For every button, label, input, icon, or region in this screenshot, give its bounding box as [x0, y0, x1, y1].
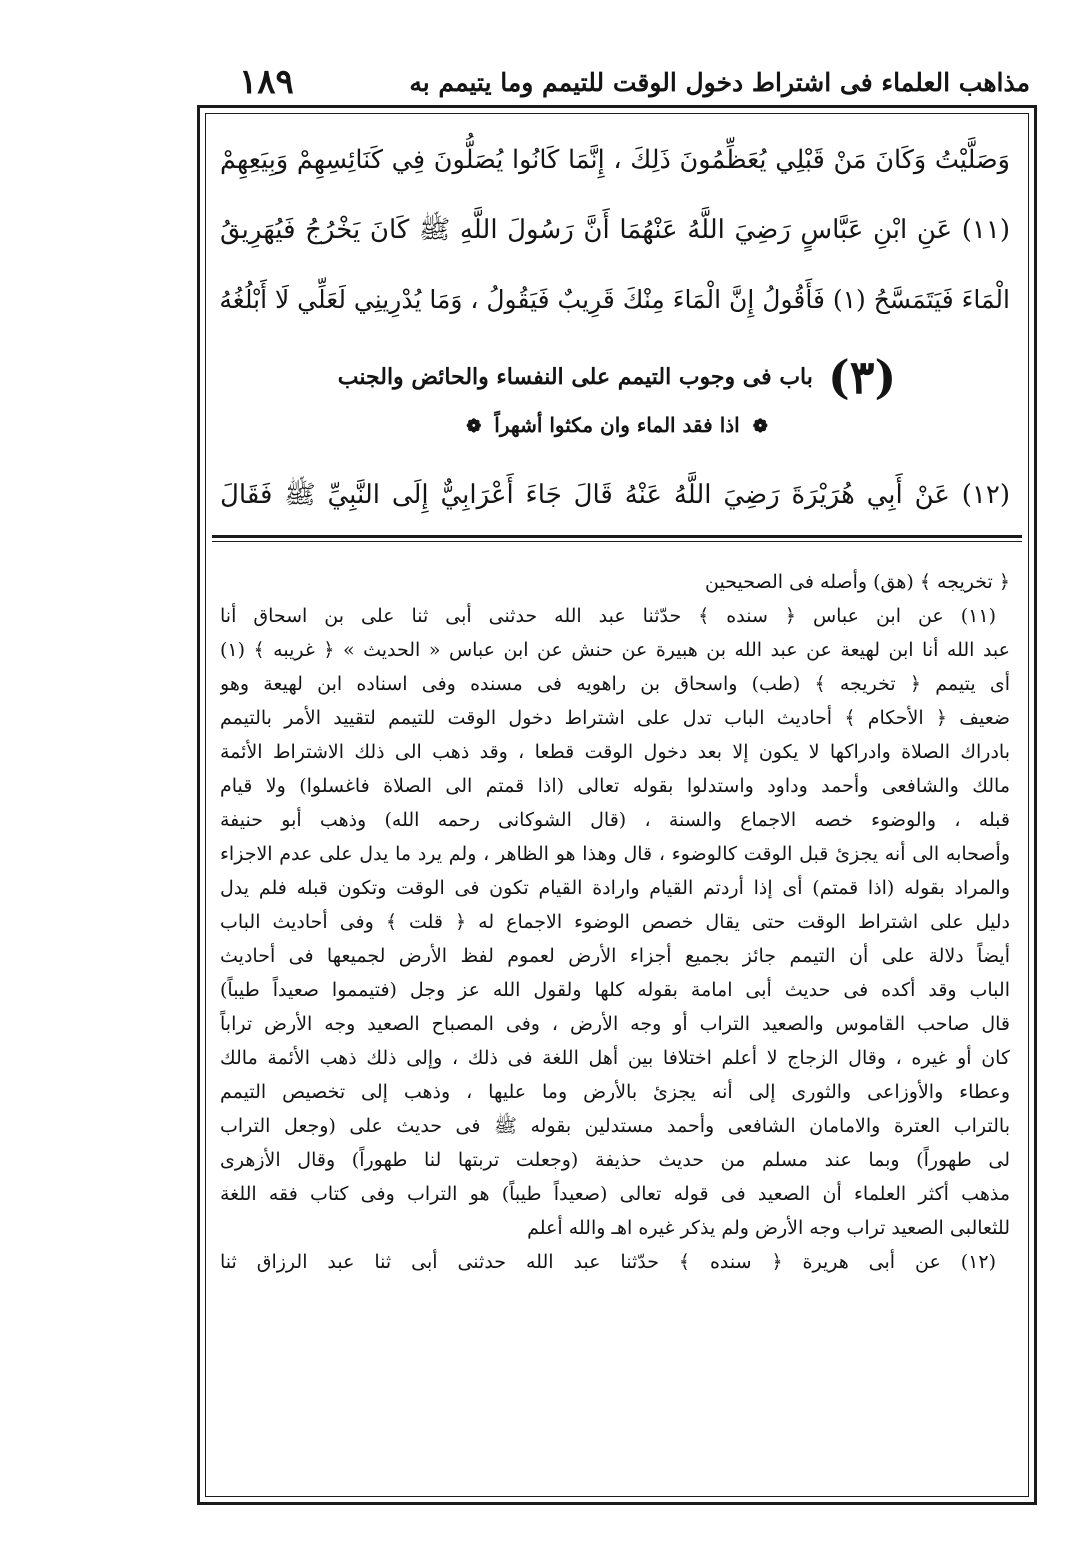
- commentary-line: أيضاً دلالة على أن التيمم جائز بجميع أجزاء الأرض لعموم لفظ الأرض لجميعها فى أحاديث: [220, 945, 1010, 967]
- hadith-line: (١١) عَنِ ابْنِ عَبَّاسٍ رَضِيَ اللَّهُ عَنْهُمَا أَنَّ رَسُولَ اللَّهِ ﷺ كَانَ يَخْرُجُ فَيُهَرِيقُ: [220, 215, 1010, 245]
- commentary-line: قبله ، والوضوء خصه الاجماع والسنة ، (قال الشوكانى رحمه الله) وذهب أبو حنيفة: [220, 809, 1010, 831]
- commentary-line: ﴿ تخريجه ﴾ (هق) وأصله فى الصحيحين: [705, 571, 1010, 593]
- commentary-line: (١١) عن ابن عباس ﴿ سنده ﴾ حدّثنا عبد الله حدثنى أبى ثنا على بن اسحاق أنا: [220, 605, 996, 627]
- commentary-line: مذهب أكثر العلماء أن الصعيد فى قوله تعالى (صعيداً طيباً) هو التراب وفى كتاب فقه اللغة: [220, 1183, 1010, 1205]
- commentary-line: لى طهوراً) وبما عند مسلم من حديث حذيفة (وجعلت تربتها لنا طهوراً) وقال الأزهرى: [220, 1149, 1010, 1171]
- commentary-line: بالتراب العترة والامامان الشافعى وأحمد مستدلين بقوله ﷺ فى حديث على (وجعل التراب: [220, 1115, 1010, 1137]
- commentary-line: وأصحابه الى أنه يجزئ قبل الوقت كالوضوء ، قال وهذا هو الظاهر ، ولم يرد ما يدل على عدم الاجزاء: [220, 843, 1010, 865]
- page-number: ١٨٩: [239, 62, 294, 102]
- section-divider: [212, 535, 1022, 538]
- section-divider-thin: [212, 541, 1022, 542]
- commentary-line: وعطاء والأوزاعى والثورى إلى أنه يجزئ بالأرض وما عليها ، وذهب إلى تخصيص التيمم: [220, 1081, 1010, 1103]
- commentary-line: أى يتيمم ﴿ تخريجه ﴾ (طب) واسحاق بن راهويه فى مسنده وفى اسناده ابن لهيعة وهو: [220, 673, 1010, 695]
- hadith-line: الْمَاءَ فَيَتَمَسَّحُ (١) فَأَقُولُ إِنَّ الْمَاءَ مِنْكَ قَرِيبٌ فَيَقُولُ ، وَمَا يُدْرِينِي لَعَلِّي لَا أَبْلُغُهُ: [219, 285, 1010, 314]
- chapter-number: (٣): [827, 350, 897, 404]
- chapter-heading: [312, 350, 922, 404]
- commentary-line: مالك والشافعى وأحمد وداود واستدلوا بقوله تعالى (اذا قمتم الى الصلاة فاغسلوا) ولا قيام: [220, 775, 1010, 797]
- commentary-line: كان أو غيره ، وقال الزجاج لا أعلم اختلافا بين أهل اللغة فى ذلك ، وإلى ذلك ذهب الأئمة مالك: [220, 1047, 1010, 1069]
- commentary-line: قال صاحب القاموس والصعيد التراب أو وجه الأرض ، وفى المصباح الصعيد وجه الأرض تراباً: [220, 1013, 1010, 1035]
- commentary-line: بادراك الصلاة وادراكها لا يكون إلا بعد دخول الوقت قطعا ، وقد ذهب الى ذلك الاشتراط الأئمة: [220, 741, 1010, 763]
- chapter-subtitle-row: [212, 413, 1022, 437]
- commentary-line: (١٢) عن أبى هريرة ﴿ سنده ﴾ حدّثنا عبد الله حدثنى أبى ثنا عبد الرزاق ثنا: [220, 1251, 996, 1273]
- running-title: مذاهب العلماء فى اشتراط دخول الوقت للتيمم وما يتيمم به: [409, 68, 1030, 97]
- commentary-line: دليل على اشتراط الوقت حتى يقال خصص الوضوء الاجماع له ﴿ قلت ﴾ وفى أحاديث الباب: [220, 911, 1010, 933]
- ornament-icon: ❁: [752, 416, 768, 437]
- hadith-line: وَصَلَّيْتُ وَكَانَ مَنْ قَبْلِي يُعَظِّمُونَ ذَلِكَ ، إِنَّمَا كَانُوا يُصَلُّونَ فِي كَنَائِسِهِمْ وَبِيَعِهِمْ: [220, 145, 1010, 175]
- chapter-subtitle: اذا فقد الماء وان مكثوا أشهراً: [494, 413, 740, 437]
- hadith-line: (١٢) عَنْ أَبِي هُرَيْرَةَ رَضِيَ اللَّهُ عَنْهُ قَالَ جَاءَ أَعْرَابِيٌّ إِلَى النَّبِيِّ ﷺ فَقَالَ: [220, 480, 1010, 510]
- commentary-line: للثعالبى الصعيد تراب وجه الأرض ولم يذكر غيره اهـ والله أعلم: [527, 1217, 1010, 1239]
- commentary-line: عبد الله أنا ابن لهيعة عن عبد الله بن هبيرة عن حنش عن ابن عباس « الحديث » ﴿ غريبه ﴾ (١): [220, 639, 1010, 661]
- ornament-icon: ❁: [466, 416, 482, 437]
- chapter-title: باب فى وجوب التيمم على النفساء والحائض والجنب: [337, 364, 813, 390]
- commentary-line: ضعيف ﴿ الأحكام ﴾ أحاديث الباب تدل على اشتراط دخول الوقت للتيمم لتقييد الأمر بالتيمم: [220, 707, 1010, 729]
- hadith-text-block: [212, 125, 1022, 530]
- commentary-line: الباب وقد أكده فى حديث أبى امامة بقوله كلها ولقول الله عز وجل (فتيمموا صعيداً طيباً): [220, 979, 1010, 1001]
- commentary-line: والمراد بقوله (اذا قمتم) أى إذا أردتم القيام وارادة القيام تكون فى الوقت وتكون قبله فلم يدل: [220, 877, 1010, 899]
